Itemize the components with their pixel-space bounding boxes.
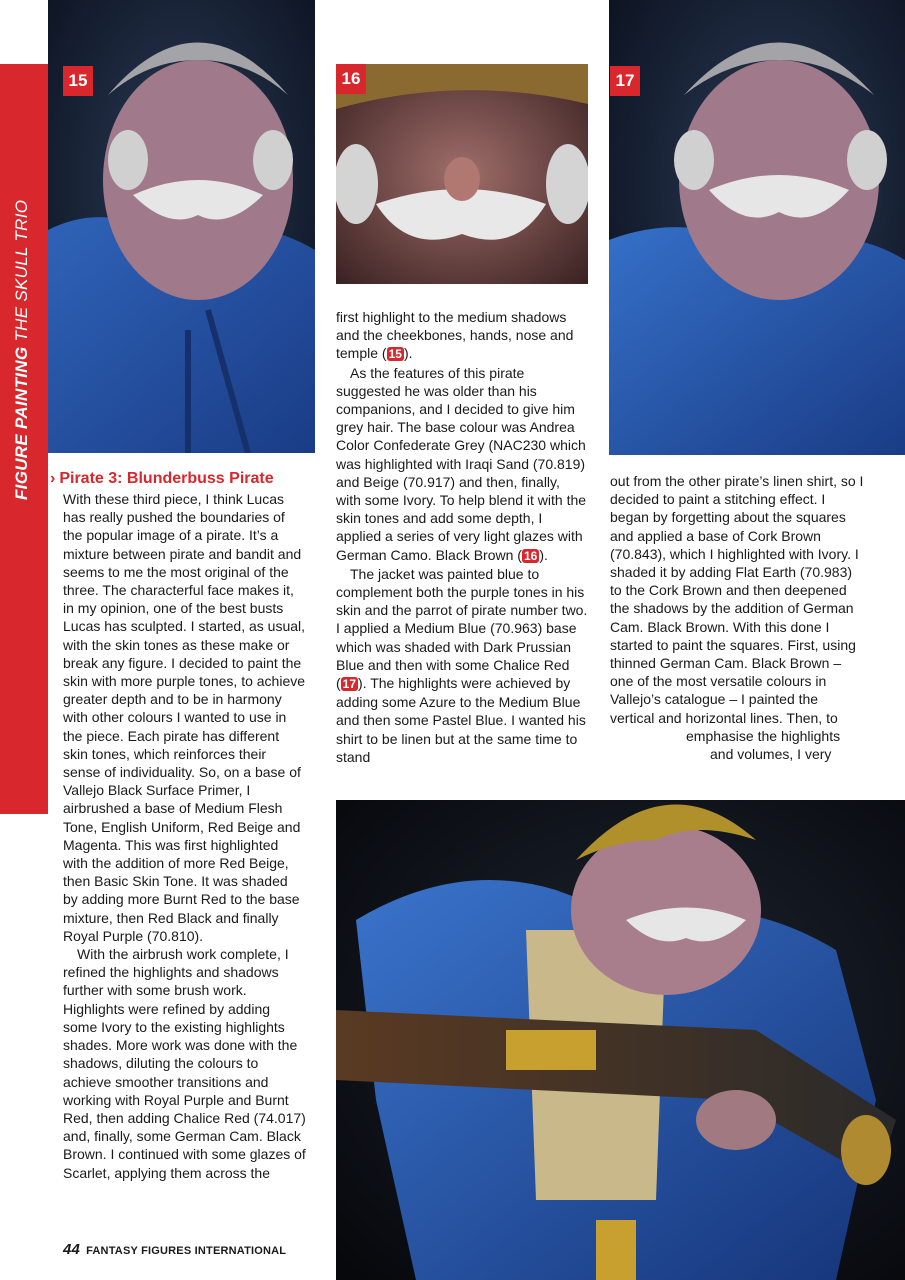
page-number: 44	[63, 1241, 81, 1258]
figure-number-15: 15	[63, 66, 93, 96]
text-column-3	[610, 472, 866, 763]
column1-paragraph-2: With the airbrush work complete, I refined the highlights and shadows further with some brush work. Highlights were refined by adding some Ivory to the existing highlights shades. More work was done with the shadows, diluting the colours to achieve smoother transitions and working with Royal Purple and Burnt Red, then adding Chalice Red (74.017) and, finally, some German Cam. Black Brown. I continued with some glazes of Scarlet, applying them across the	[63, 946, 306, 1181]
column2-p1-text: first highlight to the medium shadows and the cheekbones, hands, nose and temple (	[336, 309, 574, 362]
publication-name: FANTASY FIGURES INTERNATIONAL	[86, 1245, 287, 1257]
column2-paragraph-3	[336, 565, 588, 766]
column3-line-2: and volumes, I very	[710, 746, 832, 763]
column2-paragraph-2	[336, 364, 588, 565]
section-label-light: THE SKULL TRIO	[12, 199, 31, 342]
text-column-2	[336, 308, 588, 766]
photo-17	[609, 0, 905, 455]
column2-p2-text: As the features of this pirate suggested he was older than his companions, and I decided to give him grey hair. The base colour was Andrea Color Confederate Grey (NAC230 which was highlighted with Iraqi Sand (70.819) and Beige (70.917) and then, finally, with some Ivory. To help blend it with the skin tones and add some depth, I applied a series of very light glazes with German Camo. Black Brown (	[336, 364, 587, 563]
section-label-bold: FIGURE PAINTING	[12, 346, 31, 500]
figure-ref-17: 17	[342, 677, 357, 692]
column1-paragraph-1: With these third piece, I think Lucas has really pushed the boundaries of the popular image of a pirate. It’s a mixture between pirate and bandit and seems to me the most original of the three. The characterful face makes it, in my opinion, one of the best busts Lucas has sculpted. I started, as usual, with the skin tones as these make or break any figure. I decided to paint the skin with more purple tones, to achieve greater depth and to be in harmony with other colours I wanted to use in the piece. Each pirate has different skin tones, which reinforces their sense of individuality. So, on a base of Vallejo Black Surface Primer, I airbrushed a base of Medium Flesh Tone, English Uniform, Red Beige and Magenta. This was first highlighted with the addition of more Red Beige, then Basic Skin Tone. It was shaded by adding more Burnt Red to the base mixture, then Red Black and finally Royal Purple (70.810).	[63, 491, 306, 944]
figure-number-16: 16	[336, 64, 366, 94]
column3-line-1: emphasise the highlights	[686, 727, 841, 744]
figure-ref-16: 16	[523, 548, 538, 563]
column3-paragraph-1: out from the other pirate’s linen shirt, so I decided to paint a stitching effect. I began by forgetting about the squares and applied a base of Cork Brown (70.843), which I highlighted with Ivory. I shaded it by adding Flat Earth (70.983) to the Cork Brown and then deepened the shadows by the addition of German Cam. Black Brown. With this done I started to paint the squares. First, using thinned German Cam. Black Brown – one of the most versatile colours in Vallejo’s catalogue – I painted the vertical and horizontal lines. Then, to	[610, 473, 864, 726]
column2-paragraph-1	[336, 308, 588, 364]
page-footer	[63, 1241, 286, 1258]
figure-ref-15: 15	[388, 347, 402, 362]
column2-p2-end: ).	[539, 546, 548, 563]
column2-p3-end: ). The highlights were achieved by adding some Azure to the Medium Blue and then some Pastel Blue. I wanted his shirt to be linen but at the same time to stand	[336, 675, 586, 765]
column2-p3-text: The jacket was painted blue to complement both the purple tones in his skin and the parrot of pirate number two. I applied a Medium Blue (70.963) base which was shaded with Dark Prussian Blue and then with some Chalice Red (	[336, 565, 588, 692]
column2-p1-end: ).	[403, 345, 413, 362]
figure-number-17: 17	[610, 66, 640, 96]
article-heading	[50, 470, 274, 488]
photo-main-bust	[336, 800, 905, 1280]
text-column-1	[63, 490, 306, 1182]
photo-15	[48, 0, 315, 453]
section-label	[12, 200, 32, 500]
chevron-right-icon: ›	[50, 470, 56, 487]
heading-text: Pirate 3: Blunderbuss Pirate	[59, 470, 274, 487]
photo-16	[336, 64, 588, 284]
